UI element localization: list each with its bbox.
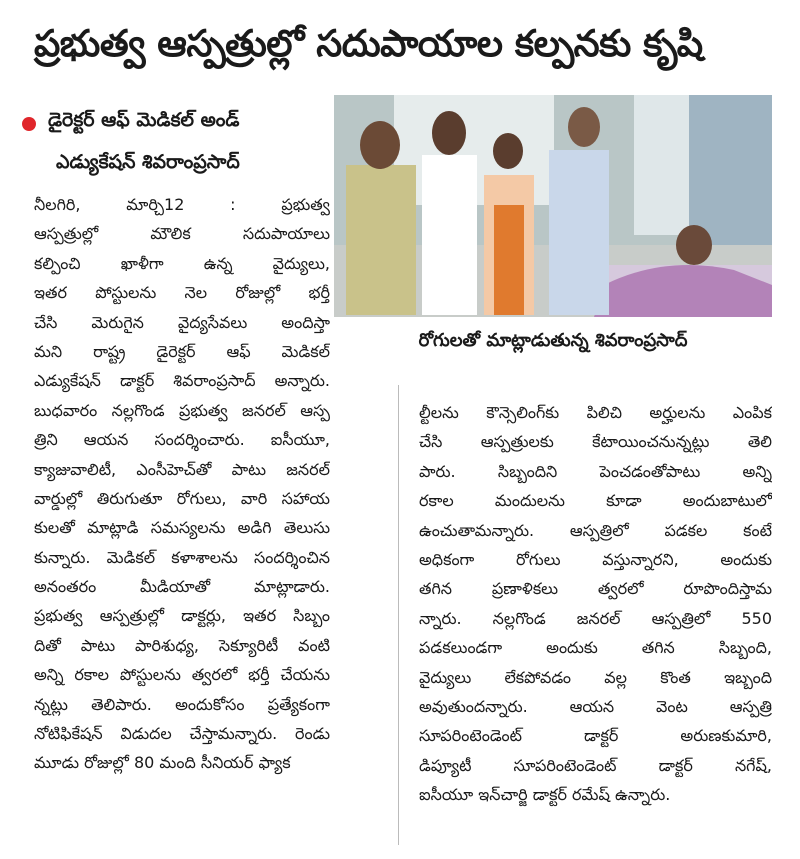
- left-column-line: ఎడ్యుకేషన్ డాక్టర్ శివరాంప్రసాద్ అన్నారు.: [34, 371, 330, 391]
- left-column-line: దితో పాటు పారిశుధ్య, సెక్యూరిటీ వంటి: [34, 635, 330, 655]
- right-column-line: అవుతుందన్నారు. ఆయన వెంట ఆస్పత్రి: [419, 696, 772, 716]
- right-column-line: న్నారు. నల్లగొండ జనరల్ ఆస్పత్రిలో 550: [419, 608, 772, 628]
- left-column-line: కులతో మాట్లాడి సమస్యలను అడిగి తెలుసు: [34, 518, 330, 538]
- headline: ప్రభుత్వ ఆస్పత్రుల్లో సదుపాయాల కల్పనకు కృషి: [34, 22, 703, 65]
- right-column-line: అధికంగా రోగులు వస్తున్నారని, అందుకు: [419, 549, 772, 569]
- subheadline-line-1: డైరెక్టర్ ఆఫ్ మెడికల్ అండ్: [48, 109, 240, 131]
- right-column-line: వైద్యులు లేకపోవడం వల్ల కొంత ఇబ్బంది: [419, 667, 772, 687]
- right-column-line: ల్టీలను కౌన్సెలింగ్‌కు పిలిచి అర్హులను ఎంపిక: [419, 403, 772, 422]
- left-column-line: మని రాష్ట్ర డైరెక్టర్ ఆఫ్ మెడికల్: [34, 341, 330, 361]
- right-column-line: సూపరింటెండెంట్ డాక్టర్ అరుణకుమారి,: [419, 726, 772, 746]
- left-column-line: అనంతరం మీడియాతో మాట్లాడారు.: [34, 577, 330, 597]
- bullet-dot-icon: [22, 117, 36, 131]
- left-column-line: నోటిఫికేషన్ విడుదల చేస్తామన్నారు. రెండు: [34, 724, 330, 744]
- right-column-line: ఐసీయూ ఇన్‌చార్జి డాక్టర్ రమేష్ ఉన్నారు.: [419, 785, 671, 805]
- left-column-line: అన్ని రకాల పోస్టులను త్వరలో భర్తీ చేయను: [34, 665, 330, 685]
- article-body-right-column: [419, 398, 772, 809]
- left-column-line: త్రిని ఆయన సందర్శించారు. ఐసీయూ,: [34, 430, 330, 450]
- left-column-line: బుధవారం నల్లగొండ ప్రభుత్వ జనరల్ ఆస్ప: [34, 400, 330, 420]
- column-divider: [398, 385, 399, 845]
- right-column-line: తగిన ప్రణాళికలు త్వరలో రూపొందిస్తామ: [419, 579, 772, 599]
- article-body-left-column: [34, 190, 330, 778]
- left-column-line: కున్నారు. మెడికల్ కళాశాలను సందర్శించిన: [34, 547, 330, 567]
- right-column-line: చేసి ఆస్పత్రులకు కేటాయించనున్నట్లు తెలి: [419, 432, 772, 452]
- right-column-line: డిప్యూటీ సూపరింటెండెంట్ డాక్టర్ నగేష్,: [419, 755, 772, 775]
- left-column-line: నీలగిరి, మార్చి12 : ప్రభుత్వ: [34, 195, 330, 214]
- photo-caption: రోగులతో మాట్లాడుతున్న శివరాంప్రసాద్: [418, 330, 688, 351]
- left-column-line: న్నట్లు తెలిపారు. అందుకోసం ప్రత్యేకంగా: [34, 694, 330, 714]
- left-column-line: ప్రభుత్వ ఆస్పత్రుల్లో డాక్టర్లు, ఇతర సిబ్బం: [34, 606, 330, 626]
- left-column-line: ఆస్పత్రుల్లో మౌలిక సదుపాయాలు: [34, 224, 330, 244]
- hospital-ward-photo: [334, 95, 772, 317]
- left-column-line: మూడు రోజుల్లో 80 మంది సీనియర్ ఫ్యాక: [34, 753, 291, 773]
- left-column-line: వార్డుల్లో తిరుగుతూ రోగులు, వారి సహాయ: [34, 488, 330, 508]
- right-column-line: పారు. సిబ్బందిని పెంచడంతోపాటు అన్ని: [419, 461, 772, 481]
- left-column-line: చేసి మెరుగైన వైద్యసేవలు అందిస్తా: [34, 312, 330, 332]
- right-column-line: ఉంచుతామన్నారు. ఆస్పత్రిలో పడకల కంటే: [419, 520, 772, 540]
- left-column-line: కల్పించి ఖాళీగా ఉన్న వైద్యులు,: [34, 253, 330, 273]
- left-column-line: ఇతర పోస్టులను నెల రోజుల్లో భర్తీ: [34, 283, 330, 303]
- left-column-line: క్యాజువాలిటీ, ఎంసీహెచ్‌తో పాటు జనరల్: [34, 459, 330, 479]
- right-column-line: రకాల మందులను కూడా అందుబాటులో: [419, 491, 772, 511]
- right-column-line: పడకలుండగా అందుకు తగిన సిబ్బంది,: [419, 638, 772, 658]
- subheadline-line-2: ఎడ్యుకేషన్ శివరాంప్రసాద్: [56, 151, 240, 173]
- news-photo: [334, 95, 772, 317]
